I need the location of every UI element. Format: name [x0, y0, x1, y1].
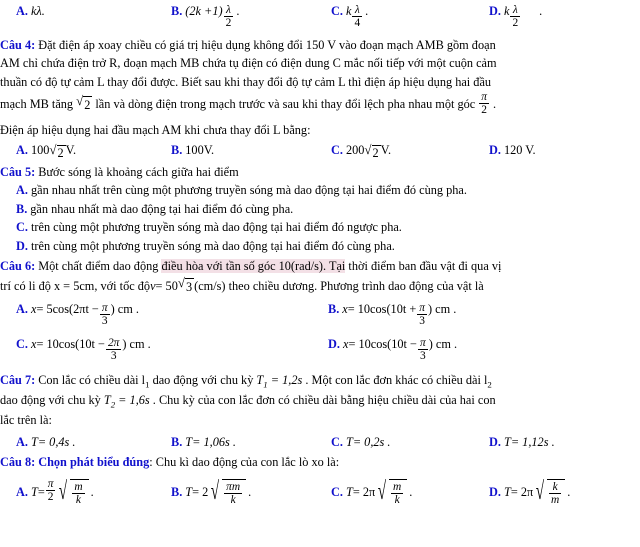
q8-answer-a[interactable] [0, 479, 171, 506]
question-8-answers [0, 479, 640, 506]
q4-c-post: V. [380, 142, 392, 157]
q6-b-mid: = 10cos(10t + [347, 301, 417, 316]
q7-letter-a: A. [16, 434, 28, 449]
q7-answer-d[interactable] [489, 435, 640, 450]
q6-letter-b: B. [328, 301, 340, 316]
q7-text-2b: . Chu kỳ của con lắc đơn có chiều dài bằng hiệu chiều dài của hai con [149, 393, 496, 408]
q4-answer-a[interactable] [0, 143, 171, 161]
q5-answer-b[interactable] [0, 201, 640, 218]
q7-sub-l1: 1 [145, 379, 150, 390]
q5-letter-c: C. [16, 220, 28, 235]
question-6-line-2 [0, 274, 640, 296]
fraction-pi-2-q4: $\frac{\pi}{2}$ [481, 90, 488, 116]
answer-option-b[interactable] [171, 4, 331, 31]
q4-letter-d: D. [489, 142, 501, 157]
q7-c-text: = 0,2s . [352, 434, 391, 449]
q7-a-text: = 0,4s . [37, 434, 76, 449]
answer-text-d-pre: k [503, 4, 510, 18]
answer-letter-c: C. [331, 4, 343, 18]
q8-d-T: T [503, 484, 511, 499]
answer-text-b-pre: (2k +1) [185, 4, 223, 18]
fraction-2pi-3-q6c: $\frac{2\pi}{3}$ [107, 337, 120, 363]
q7-sub-l2: 2 [487, 379, 492, 390]
q8-b-T: T [185, 484, 193, 499]
question-7-line-3: lắc trên là: [0, 413, 52, 428]
question-6-answers-row-1 [0, 302, 640, 329]
sqrt-m-over-k-q8a: √ $\frac{m}{k}$ [56, 479, 88, 506]
q6-answer-c[interactable] [0, 337, 328, 364]
q6-text-1a: Một chất điểm dao động [38, 259, 162, 274]
q8-letter-c: C. [331, 484, 343, 499]
fraction-pi-3-q6d: $\frac{\pi}{3}$ [419, 337, 426, 363]
question-4-text-4b: lần và dòng điện trong mạch trước và sau khi thay đổi lệch pha nhau một góc [95, 97, 476, 112]
q6-text-2a: trí có li độ x = 5cm, với tốc độ [0, 278, 151, 293]
q8-c-eq: = 2π [352, 484, 376, 499]
q5-letter-b: B. [16, 201, 28, 216]
question-7-line-1 [0, 372, 640, 391]
answer-option-d[interactable] [489, 4, 640, 31]
q6-text-highlight: điều hòa với tần số góc 10(rad/s). Tại [161, 259, 346, 274]
q6-answer-a[interactable] [0, 302, 328, 329]
sqrt-3-q6: √ 3 [178, 277, 194, 296]
answer-row-top [0, 4, 640, 31]
question-4-text-4a: mạch MB tăng [0, 97, 74, 112]
question-6-answers-row-2 [0, 337, 640, 364]
sqrt-2-q4c: √ 2 [364, 141, 379, 160]
q5-c-text: trên cùng một phương truyền sóng mà dao động tại hai điểm đó ngược pha. [30, 220, 402, 235]
q5-answer-d[interactable] [0, 238, 640, 255]
question-6-label: Câu 6: [0, 259, 36, 274]
q6-c-mid: = 10cos(10t − [36, 336, 105, 351]
q5-a-text: gần nhau nhất trên cùng một phương truyền sóng mà dao động tại hai điểm đó cùng pha. [30, 183, 467, 198]
q7-d-T: T [503, 434, 511, 449]
question-4-text-1: Đặt điện áp xoay chiều có giá trị hiệu dụng không đổi 150 V vào đoạn mạch AMB gồm đoạn [38, 38, 496, 52]
q7-symbol-T1: T [256, 372, 264, 387]
q7-text-1c: . Một con lắc đơn khác có chiều dài l [302, 372, 488, 387]
q5-answer-c[interactable] [0, 219, 640, 236]
q6-c-pre: x [30, 336, 37, 351]
sqrt-2-q4a: √ 2 [49, 141, 64, 160]
q7-letter-d: D. [489, 434, 501, 449]
q7-a-T: T [30, 434, 38, 449]
answer-d-dot: . [539, 4, 543, 18]
q8-answer-c[interactable] [331, 479, 489, 506]
answer-option-c[interactable] [331, 4, 489, 31]
q6-a-pre: x [30, 301, 37, 316]
sqrt-k-over-m-q8d: √ $\frac{k}{m}$ [533, 479, 565, 506]
question-5-label: Câu 5: [0, 164, 36, 179]
q4-answer-d[interactable] [489, 143, 640, 161]
fraction-lambda-4: $\frac{\lambda}{4}$ [354, 4, 361, 30]
q7-val-T2: = 1,6s [115, 393, 150, 408]
question-7-label: Câu 7: [0, 372, 36, 387]
q8-stem-text: : Chu kì dao động của con lắc lò xo là: [149, 454, 340, 469]
q7-val-T1: = 1,2s [267, 372, 303, 387]
q5-letter-a: A. [16, 183, 28, 198]
q6-answer-d[interactable] [328, 337, 640, 364]
q5-answer-a[interactable] [0, 182, 640, 199]
q6-text-2b: = 50 [155, 278, 178, 293]
question-4-line-1 [0, 37, 640, 54]
q8-answer-b[interactable] [171, 479, 331, 506]
question-5-text: Bước sóng là khoảng cách giữa hai điểm [38, 164, 239, 179]
question-4-line-3: thuần có độ tự cảm L thay đổi được. Biết sau khi thay đổi độ tự cảm L thì điện áp hiệu dụng hai đầu [0, 74, 492, 89]
question-4-label: Câu 4: [0, 38, 36, 52]
q7-b-text: = 1,06s . [192, 434, 236, 449]
question-6-line-1 [0, 258, 640, 275]
answer-letter-a: A. [16, 4, 28, 18]
sqrt-2-q4: √ 2 [76, 95, 92, 114]
q8-c-dot: . [409, 484, 413, 499]
sqrt-pim-over-k-q8b: √ $\frac{\pi m}{k}$ [208, 479, 246, 506]
answer-letter-d: D. [489, 4, 501, 18]
question-4-line-4 [0, 92, 640, 117]
answer-letter-b: B. [171, 4, 183, 18]
question-4-line-5: Điện áp hiệu dụng hai đầu mạch AM khi chưa thay đổi L bằng: [0, 123, 311, 138]
answer-b-dot: . [236, 4, 240, 18]
q7-c-T: T [345, 434, 353, 449]
question-5-stem [0, 164, 640, 181]
exam-page [0, 4, 640, 547]
q6-letter-d: D. [328, 336, 340, 351]
q4-letter-b: B. [171, 142, 183, 157]
fraction-pi-2-q8a: $\frac{\pi}{2}$ [47, 478, 54, 504]
q8-bold-text: Chọn phát biểu đúng [38, 454, 150, 469]
q4-answer-b[interactable] [171, 143, 331, 161]
q8-b-dot: . [248, 484, 252, 499]
q8-b-eq: = 2 [192, 484, 209, 499]
q7-letter-c: C. [331, 434, 343, 449]
q6-answer-b[interactable] [328, 302, 640, 329]
q6-letter-a: A. [16, 301, 28, 316]
q4-a-pre: 100 [30, 142, 50, 157]
q4-letter-c: C. [331, 142, 343, 157]
answer-option-a[interactable] [0, 4, 171, 31]
q6-symbol-v: v [150, 278, 156, 293]
q6-a-post: ) cm . [110, 301, 139, 316]
q7-b-T: T [185, 434, 193, 449]
question-8-stem [0, 454, 640, 471]
answer-text-c-pre: k [345, 4, 352, 18]
q5-b-text: gần nhau nhất mà dao động tại hai điểm đó cùng pha. [30, 201, 294, 216]
q5-d-text: trên cùng một phương truyền sóng mà dao động tại hai điểm đó cùng pha. [30, 238, 395, 253]
q7-text-1b: dao động với chu kỳ [149, 372, 257, 387]
q6-text-1b: thời điểm ban đầu vật đi qua vị [345, 259, 502, 274]
q4-a-post: V. [65, 142, 77, 157]
q8-a-dot: . [90, 484, 94, 499]
q6-d-pre: x [342, 336, 349, 351]
question-4-line-2: AM chỉ chứa điện trở R, đoạn mạch MB chứa tụ điện có điện dung C mắc nối tiếp với một cuộn cảm [0, 56, 497, 71]
q6-d-post: ) cm . [428, 336, 458, 351]
q6-d-mid: = 10cos(10t − [348, 336, 417, 351]
q8-letter-d: D. [489, 484, 501, 499]
q4-answer-c[interactable] [331, 143, 489, 161]
q8-a-T: T [30, 484, 38, 499]
answer-text-a: kλ. [30, 4, 45, 18]
q8-letter-b: B. [171, 484, 183, 499]
q7-text-2a: dao động với chu kỳ [0, 393, 104, 408]
question-7-answers [0, 435, 640, 450]
question-8-label: Câu 8: [0, 454, 36, 469]
q7-sub-T2: 2 [110, 399, 116, 410]
q4-c-pre: 200 [345, 142, 365, 157]
q4-letter-a: A. [16, 142, 28, 157]
sqrt-m-over-k-q8c: √ $\frac{m}{k}$ [375, 479, 407, 506]
q7-answer-a[interactable] [0, 435, 171, 450]
question-7-line-2 [0, 392, 640, 411]
q8-answer-d[interactable] [489, 479, 640, 506]
q6-letter-c: C. [16, 336, 28, 351]
q6-a-mid: = 5cos(2πt − [36, 301, 99, 316]
q7-symbol-T2: T [103, 393, 111, 408]
answer-c-dot: . [365, 4, 369, 18]
fraction-pi-3-q6a: $\frac{\pi}{3}$ [101, 302, 108, 328]
q6-text-2c: (cm/s) theo chiều dương. Phương trình dao động của vật là [194, 278, 484, 293]
q7-text-1a: Con lắc có chiều dài l [38, 372, 146, 387]
q8-c-T: T [345, 484, 353, 499]
q6-b-pre: x [342, 301, 348, 316]
q7-answer-c[interactable] [331, 435, 489, 450]
question-4-dot: . [493, 97, 497, 112]
q5-letter-d: D. [16, 238, 28, 253]
fraction-pi-3-q6b: $\frac{\pi}{3}$ [419, 302, 425, 328]
question-4-answers [0, 143, 640, 161]
q4-b-text: 100V. [185, 142, 215, 157]
q8-letter-a: A. [16, 484, 28, 499]
q6-c-post: ) cm . [122, 336, 151, 351]
q7-answer-b[interactable] [171, 435, 331, 450]
fraction-lambda-2-d: $\frac{\lambda}{2}$ [512, 4, 519, 30]
q6-b-post: ) cm . [428, 301, 457, 316]
q8-d-eq: = 2π [510, 484, 534, 499]
fraction-lambda-2: $\frac{\lambda}{2}$ [225, 4, 232, 30]
q8-d-dot: . [567, 484, 571, 499]
q7-sub-T1: 1 [263, 379, 268, 390]
q7-d-text: = 1,12s . [510, 434, 555, 449]
q4-d-text: 120 V. [503, 142, 536, 157]
q8-a-eq: = [37, 484, 45, 499]
q7-letter-b: B. [171, 434, 183, 449]
